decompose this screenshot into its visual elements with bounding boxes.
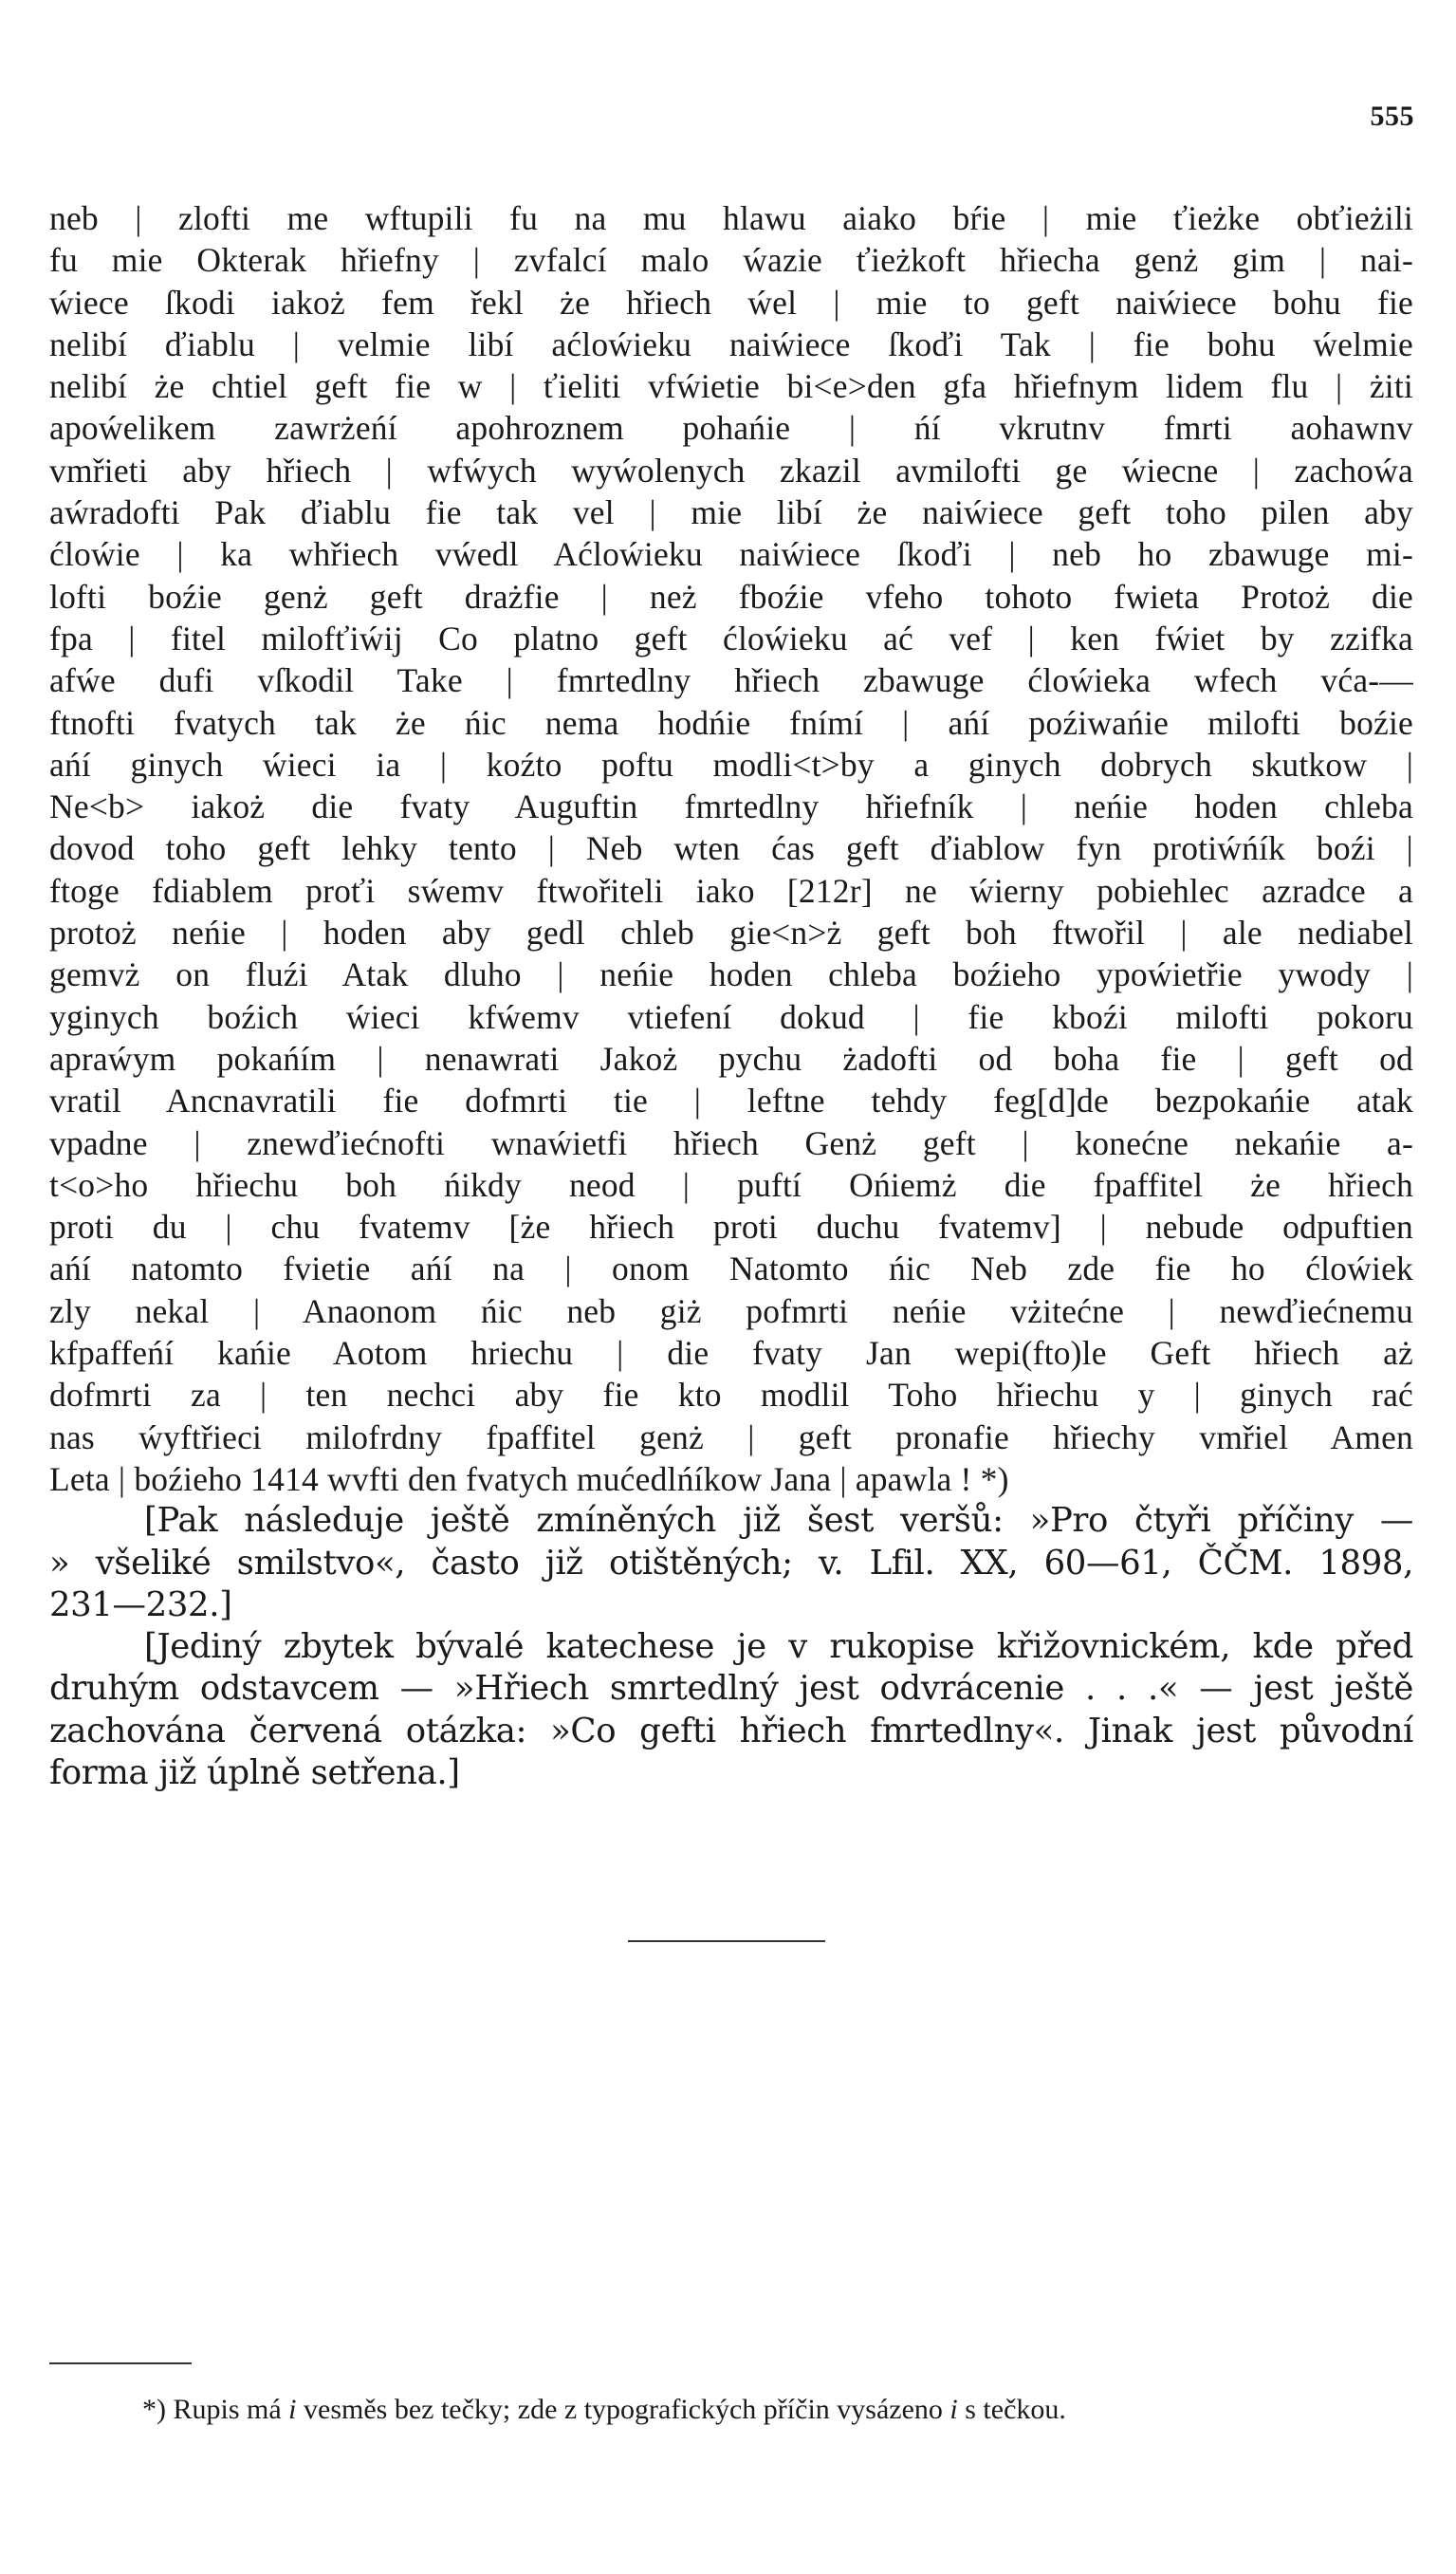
text-line: vmřieti aby hřiech | wfẃych wyẃolenych zkazil avmilofti ge ẃiecne | zachoẃa (49, 451, 1413, 490)
text-line: druhým odstavcem — »Hřiech smrtedlný jest odvrácenie . . .« — jest ještě (49, 1669, 1413, 1709)
footnote (142, 2391, 1413, 2429)
text-line: nelibí że chtiel geft fie w | ťieliti vfẃietie bi<e>den gfa hřiefnym lidem flu | żiti (49, 367, 1413, 406)
text-line: ćloẃie | ka whřiech vẃedl Aćloẃieku naiẃiece ſkoďi | neb ho zbawuge mi- (49, 535, 1413, 574)
text-line: dovod toho geft lehky tento | Neb wten ćas geft ďiablow fyn protiẃńík boźi | (49, 829, 1413, 868)
text-line: protoż neńie | hoden aby gedl chleb gie<n>ż geft boh ftwořil | ale nediabel (49, 914, 1413, 953)
footnote-letter-i: i (288, 2394, 297, 2425)
text-line: 231—232.] (49, 1584, 232, 1624)
text-line: ftnofti fvatych tak że ńic nema hodńie fnímí | ańí poźiwańie milofti boźie (49, 703, 1413, 742)
footnote-rule (49, 2362, 192, 2364)
text-line: zly nekal | Anaonom ńic neb giż pofmrti neńie vżitećne | newďiećnemu (49, 1291, 1413, 1330)
editorial-note-verses (49, 1500, 1413, 1626)
text-line: apraẃym pokańím | nenawrati Jakoż pychu żadofti od boha fie | geft od (49, 1039, 1413, 1078)
footnote-mark: *) (142, 2394, 166, 2425)
text-line: Leta | boźieho 1414 wvfti den fvatych mućedlńíkow Jana | apawla ! *) (49, 1459, 1009, 1498)
footnote-letter-i-second: i (949, 2394, 958, 2425)
text-line: ftoge fdiablem proťi sẃemv ftwořiteli iako [212r] ne ẃierny pobiehlec azradce a (49, 871, 1413, 910)
text-line: apoẃelikem zawrżeńí apohroznem pohańie | ńí vkrutnv fmrti aohawnv (49, 409, 1413, 448)
text-line: nas ẃyftřieci milofrdny fpaffitel genż | geft pronafie hřiechy vmřiel Amen (49, 1417, 1413, 1456)
text-line: afẃe dufi vſkodil Take | fmrtedlny hřiech zbawuge ćloẃieka wfech vća-— (49, 661, 1413, 700)
text-line: ańí ginych ẃieci ia | koźto poftu modli<t>by a ginych dobrych skutkow | (49, 745, 1413, 784)
footnote-text-after: s tečkou. (965, 2394, 1066, 2425)
text-line: zachována červená otázka: »Co gefti hřiech fmrtedlny«. Jinak jest původní (49, 1711, 1413, 1750)
text-line: t<o>ho hřiechu boh ńikdy neod | puftí Ońiemż die fpaffitel że hřiech (49, 1165, 1413, 1204)
text-line: fpa | fitel milofťiẃij Co platno geft ćloẃieku ać vef | ken fẃiet by zzifka (49, 619, 1413, 657)
text-line: [Pak následuje ještě zmíněných již šest veršů: »Pro čtyři příčiny — (144, 1501, 1413, 1541)
text-line: forma již úplně setřena.] (49, 1752, 460, 1792)
footnote-text-before: Rupis má (173, 2394, 282, 2425)
text-line: vratil Ancnavratili fie dofmrti tie | leftne tehdy feg[d]de bezpokańie atak (49, 1082, 1413, 1120)
text-line: ańí natomto fvietie ańí na | onom Natomto ńic Neb zde fie ho ćloẃiek (49, 1250, 1413, 1288)
text-line: fu mie Okterak hřiefny | zvfalcí malo ẃazie ťieżkoft hřiecha genż gim | nai- (49, 241, 1413, 280)
main-text-block (49, 197, 1413, 1794)
old-czech-text (49, 197, 1413, 1500)
editorial-note-katechese (49, 1626, 1413, 1794)
text-line: ẃiece ſkodi iakoż fem řekl że hřiech ẃel | mie to geft naiẃiece bohu fie (49, 283, 1413, 322)
text-line: lofti boźie genż geft drażfie | neż fboźie vfeho tohoto fwieta Protoż die (49, 577, 1413, 616)
text-line: proti du | chu fvatemv [że hřiech proti duchu fvatemv] | nebude odpuftien (49, 1208, 1413, 1247)
text-line: kfpaffeńí kańie Aotom hriechu | die fvaty Jan wepi(fto)le Geft hřiech aż (49, 1334, 1413, 1373)
footnote-text-middle: vesměs bez tečky; zde z typografických příčin vysázeno (304, 2394, 943, 2425)
text-line: [Jediný zbytek bývalé katechese je v rukopise křižovnickém, kde před (144, 1627, 1413, 1667)
text-line: dofmrti za | ten nechci aby fie kto modlil Toho hřiechu y | ginych rać (49, 1376, 1413, 1415)
text-line: vpadne | znewďiećnofti wnaẃietfi hřiech Genż geft | konećne nekańie a- (49, 1123, 1413, 1162)
text-line: » všeliké smilstvo«, často již otištěných; v. Lfil. XX, 60—61, ČČM. 1898, (49, 1543, 1413, 1583)
section-divider (628, 1940, 825, 1942)
page-number: 555 (1370, 101, 1414, 132)
text-line: Ne<b> iakoż die fvaty Auguftin fmrtedlny hřiefník | neńie hoden chleba (49, 787, 1413, 826)
text-line: yginych boźich ẃieci kfẃemv vtiefení dokud | fie kboźi milofti pokoru (49, 997, 1413, 1036)
text-line: nelibí ďiablu | velmie libí aćloẃieku naiẃiece ſkoďi Tak | fie bohu ẃelmie (49, 324, 1413, 363)
text-line: gemvż on fluźi Atak dluho | neńie hoden chleba boźieho ypoẃietřie ywody | (49, 955, 1413, 994)
text-line: aẃradofti Pak ďiablu fie tak vel | mie libí że naiẃiece geft toho pilen aby (49, 493, 1413, 532)
text-line: neb | zlofti me wftupili fu na mu hlawu aiako bŕie | mie ťieżke obťieżili (49, 199, 1413, 237)
